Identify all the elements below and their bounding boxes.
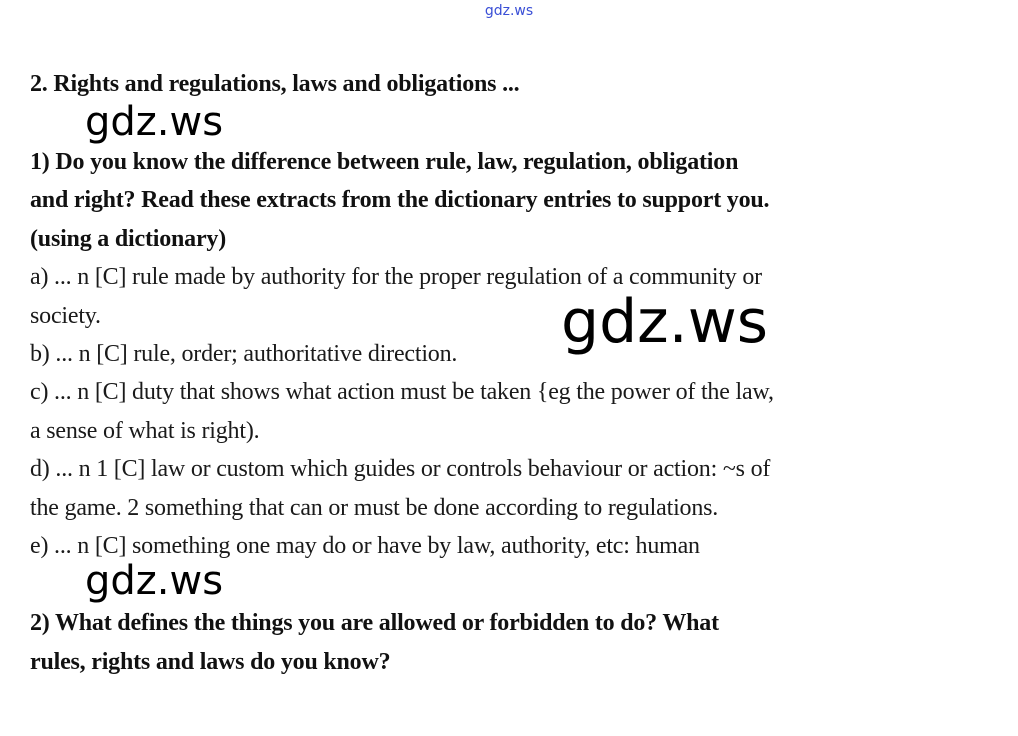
task-1-line: (using a dictionary) bbox=[30, 226, 227, 252]
dictionary-entry-line: b) ... n [C] rule, order; authoritative direction. bbox=[30, 341, 458, 367]
dictionary-entry-line: a sense of what is right). bbox=[30, 418, 260, 444]
watermark: gdz.ws bbox=[85, 558, 224, 604]
task-2-line: 2) What defines the things you are allowed or forbidden to do? What bbox=[30, 610, 719, 636]
task-1-line: and right? Read these extracts from the dictionary entries to support you. bbox=[30, 187, 770, 213]
task-2-line: rules, rights and laws do you know? bbox=[30, 649, 391, 675]
exercise-title: 2. Rights and regulations, laws and obligations ... bbox=[30, 71, 520, 97]
dictionary-entry-line: a) ... n [C] rule made by authority for the proper regulation of a community or bbox=[30, 264, 762, 290]
dictionary-entry-line: the game. 2 something that can or must be done according to regulations. bbox=[30, 495, 719, 521]
dictionary-entry-line: c) ... n [C] duty that shows what action must be taken {eg the power of the law, bbox=[30, 379, 774, 405]
watermark: gdz.ws bbox=[85, 99, 224, 145]
watermark: gdz.ws bbox=[561, 287, 769, 357]
task-1-line: 1) Do you know the difference between rule, law, regulation, obligation bbox=[30, 149, 739, 175]
dictionary-entry-line: e) ... n [C] something one may do or have by law, authority, etc: human bbox=[30, 533, 700, 559]
dictionary-entry-line: society. bbox=[30, 303, 101, 329]
dictionary-entry-line: d) ... n 1 [C] law or custom which guides or controls behaviour or action: ~s of bbox=[30, 456, 771, 482]
site-link[interactable]: gdz.ws bbox=[484, 3, 534, 19]
